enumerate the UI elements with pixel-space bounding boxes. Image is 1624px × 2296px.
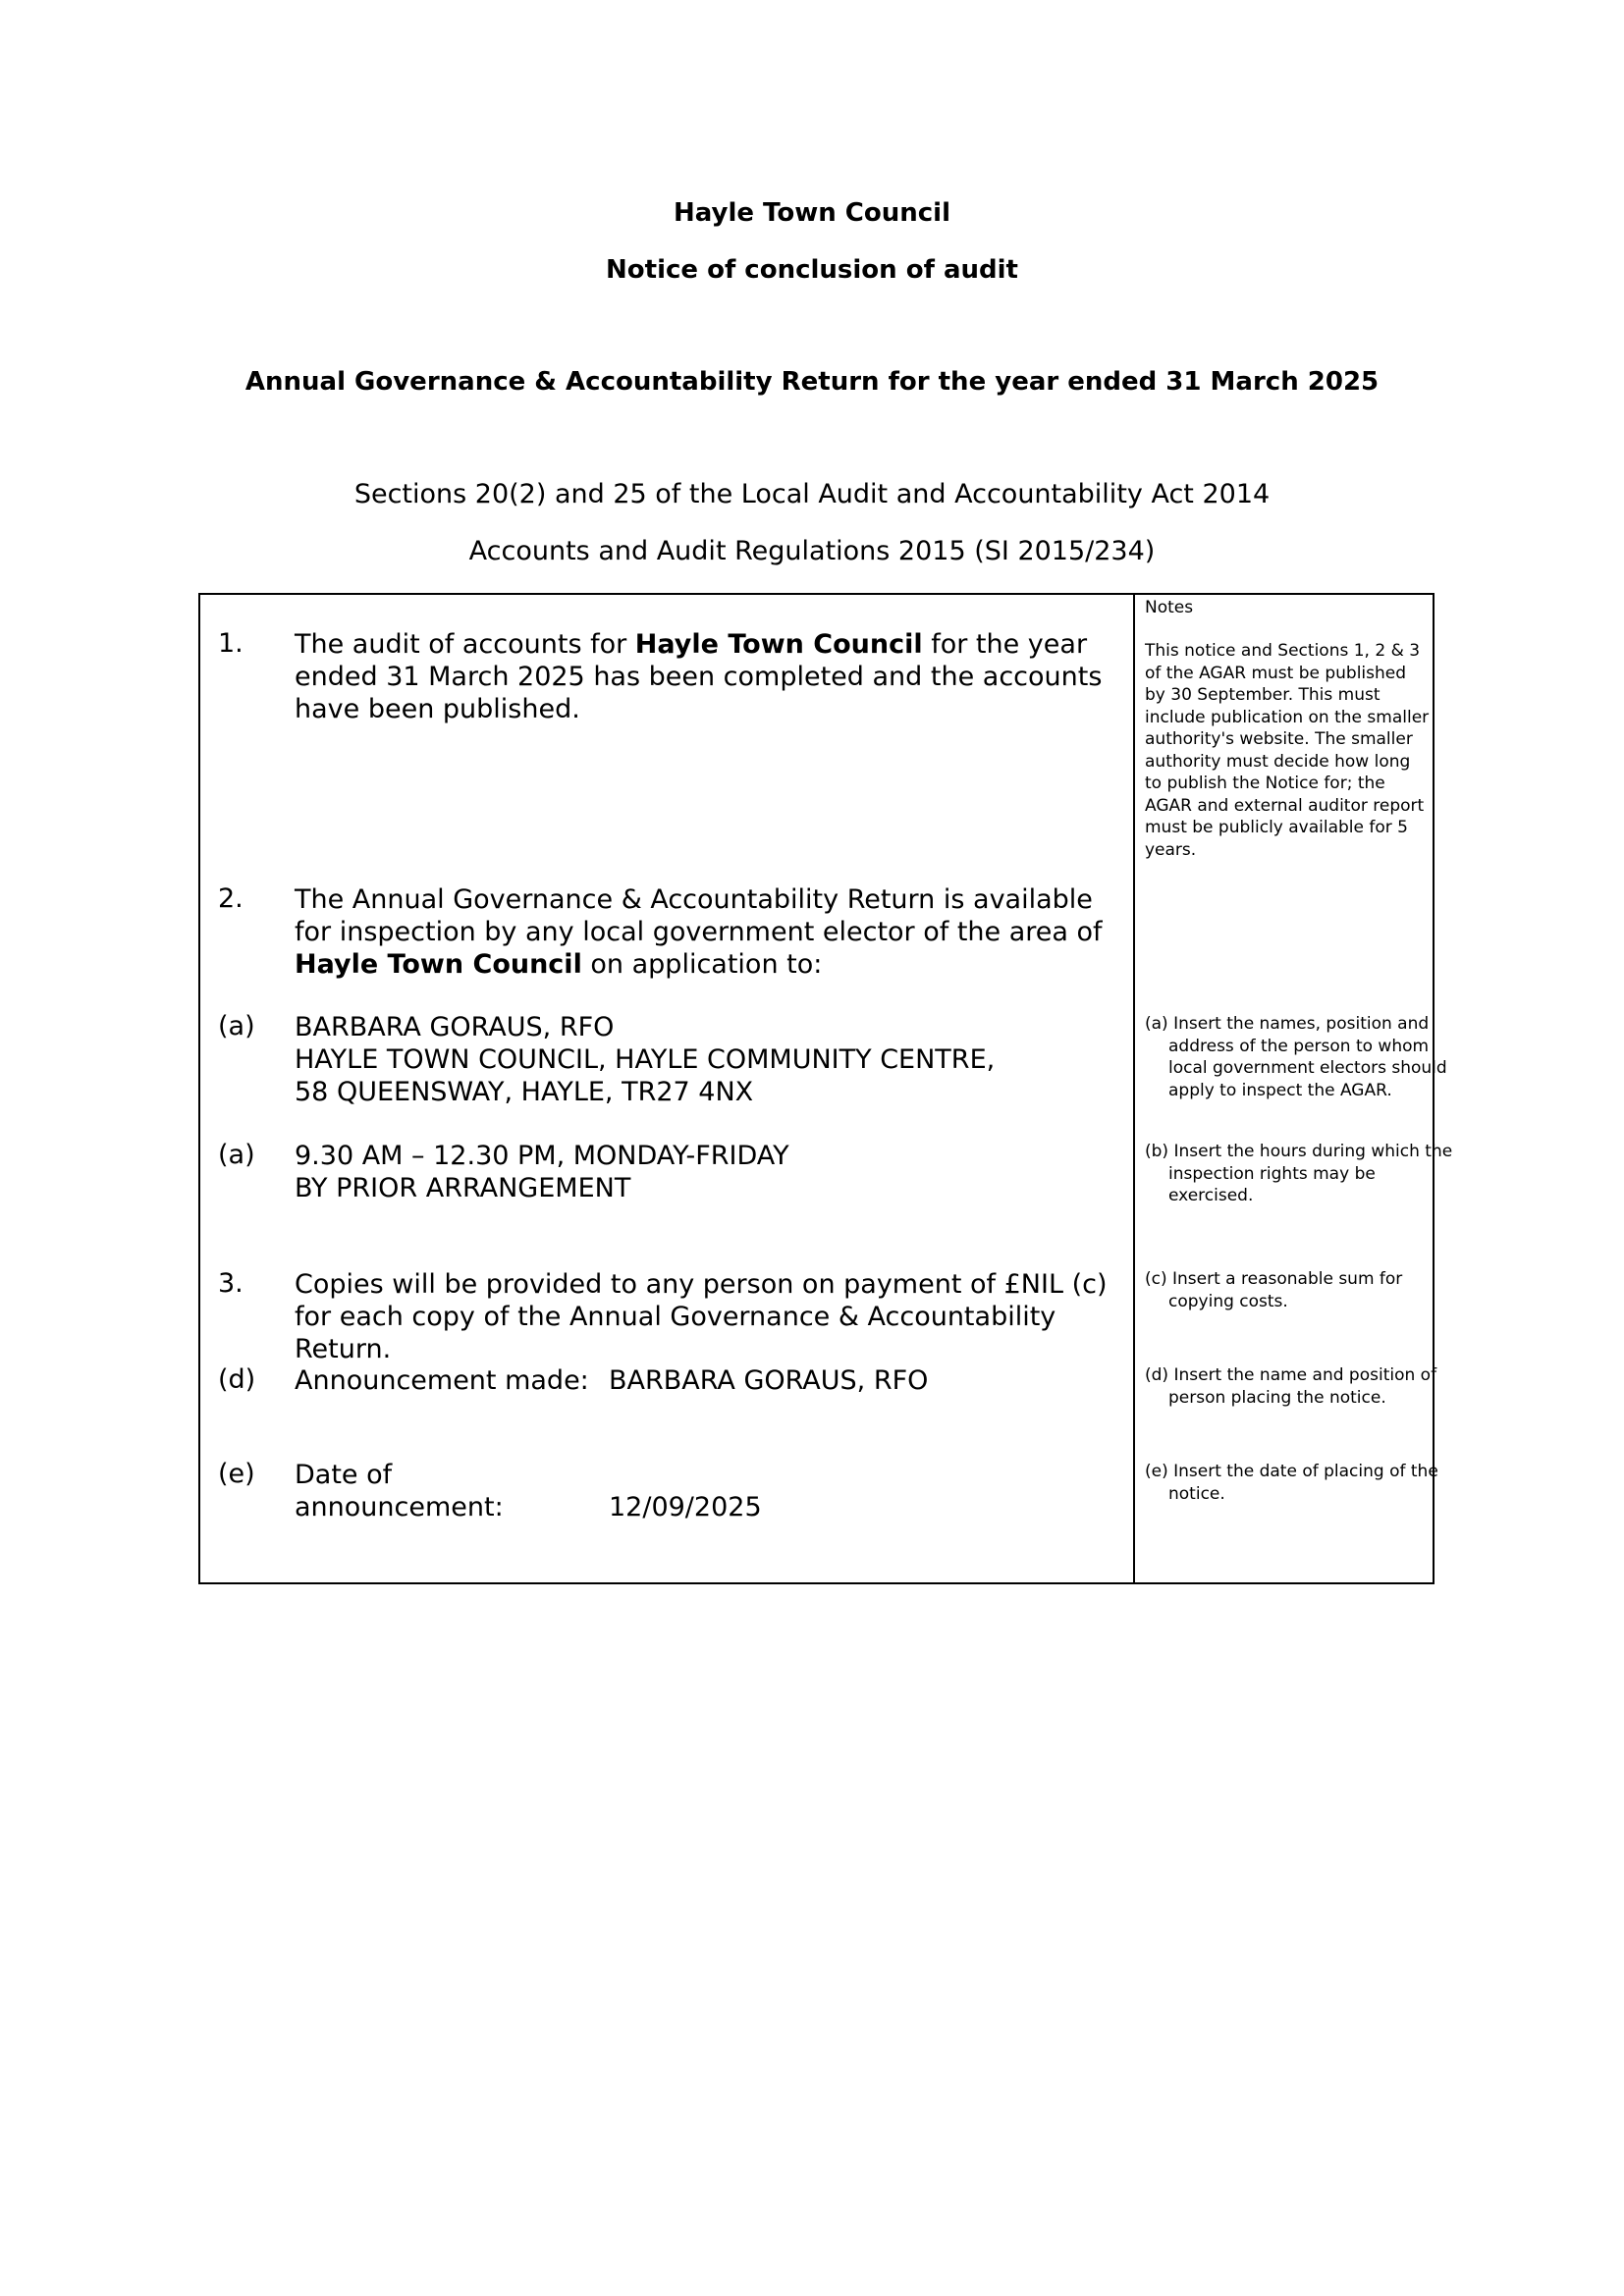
note-a: (a) Insert the names, position and address of the person to whom local government electors should apply to inspect the AGAR.	[1145, 1014, 1447, 1100]
announcement-date-value: 12/09/2025	[609, 1492, 762, 1522]
notice-box	[198, 593, 1453, 1584]
regulations-reference: Accounts and Audit Regulations 2015 (SI 2015/234)	[468, 536, 1156, 566]
item-d-number: (d)	[218, 1364, 256, 1395]
item-a-address: BARBARA GORAUS, RFO HAYLE TOWN COUNCIL, HAYLE COMMUNITY CENTRE, 58 QUEENSWAY, HAYLE, TR27 4NX	[295, 1012, 996, 1107]
note-b: (b) Insert the hours during which the inspection rights may be exercised.	[1145, 1142, 1453, 1205]
notes-heading: Notes	[1145, 598, 1194, 617]
announcement-made-label: Announcement made:	[295, 1365, 589, 1396]
agar-title: Annual Governance & Accountability Return for the year ended 31 March 2025	[244, 367, 1380, 397]
item-3-number: 3.	[218, 1268, 244, 1299]
notice-subtitle: Notice of conclusion of audit	[606, 255, 1018, 285]
note-c: (c) Insert a reasonable sum for copying costs.	[1145, 1269, 1403, 1311]
item-a-number: (a)	[218, 1011, 255, 1041]
announcement-date-label: Date of announcement:	[295, 1460, 504, 1522]
item-d-text	[295, 1364, 1119, 1397]
item-1-number: 1.	[218, 628, 244, 659]
item-hours-number: (a)	[218, 1140, 255, 1170]
note-e: (e) Insert the date of placing of the notice.	[1145, 1462, 1438, 1504]
item-e-number: (e)	[218, 1459, 255, 1489]
notes-main: This notice and Sections 1, 2 & 3 of the AGAR must be published by 30 September. This must include publication on the smaller authority's website. The smaller authority must decide how long to publish the Notice for; the AGAR and external auditor report must be publicly available for 5 years.	[1145, 641, 1430, 860]
item-hours-text: 9.30 AM – 12.30 PM, MONDAY-FRIDAY BY PRIOR ARRANGEMENT	[295, 1141, 789, 1203]
item-3-text: Copies will be provided to any person on payment of £NIL (c) for each copy of the Annual Governance & Accountability Return.	[295, 1269, 1108, 1364]
act-reference: Sections 20(2) and 25 of the Local Audit and Accountability Act 2014	[353, 479, 1271, 509]
council-title: Hayle Town Council	[674, 198, 950, 228]
item-1-text: The audit of accounts for Hayle Town Council for the year ended 31 March 2025 has been completed and the accounts have been published.	[295, 629, 1103, 724]
announcement-made-value: BARBARA GORAUS, RFO	[609, 1365, 929, 1396]
item-2-text: The Annual Governance & Accountability Return is available for inspection by any local government elector of the area of Hayle Town Council on application to:	[295, 884, 1103, 980]
item-2-number: 2.	[218, 883, 244, 914]
note-d: (d) Insert the name and position of person placing the notice.	[1145, 1365, 1437, 1408]
column-divider	[1133, 595, 1135, 1582]
item-e-text	[295, 1459, 1119, 1523]
